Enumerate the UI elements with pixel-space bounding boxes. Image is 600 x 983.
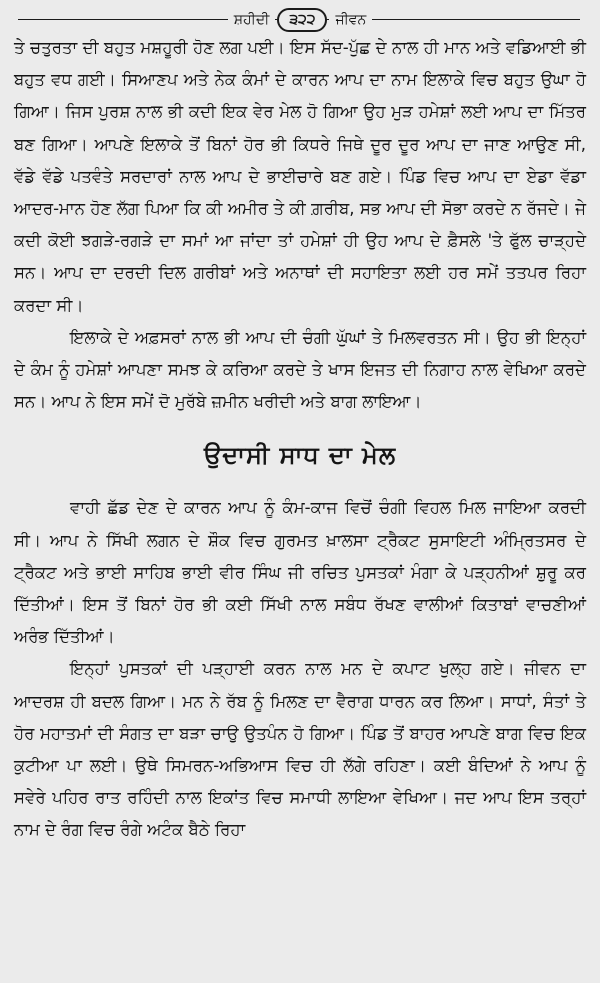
section-heading: ਉਦਾਸੀ ਸਾਧ ਦਾ ਮੇਲ (203, 441, 397, 470)
header-group (0, 6, 600, 34)
paragraph: ਇਲਾਕੇ ਦੇ ਅਫ਼ਸਰਾਂ ਨਾਲ ਭੀ ਆਪ ਦੀ ਚੰਗੀ ਘੁੱਘਾਂ ਤੇ ਮਿਲਵਰਤਨ ਸੀ। ਉਹ ਭੀ ਇਨ੍ਹਾਂ ਦੇ ਕੰਮ ਨੂੰ ਹਮੇਸ਼ਾਂ ਆਪਣਾ ਸਮਝ ਕੇ ਕਰਿਆ ਕਰਦੇ ਤੇ ਖਾਸ ਇਜਤ ਦੀ ਨਿਗਾਹ ਨਾਲ ਵੇਖਿਆ ਕਰਦੇ ਸਨ। ਆਪ ਨੇ ਇਸ ਸਮੇਂ ਦੋ ਮੁਰੱਬੇ ਜ਼ਮੀਨ ਖਰੀਦੀ ਅਤੇ ਬਾਗ ਲਾਇਆ। (14, 327, 586, 412)
paragraph-continued: ਤੇ ਚਤੁਰਤਾ ਦੀ ਬਹੁਤ ਮਸ਼ਹੂਰੀ ਹੋਣ ਲਗ ਪਈ। ਇਸ ਸੱਦ-ਪੁੱਛ ਦੇ ਨਾਲ ਹੀ ਮਾਨ ਅਤੇ ਵਡਿਆਈ ਭੀ ਬਹੁਤ ਵਧ ਗਈ। ਸਿਆਣਪ ਅਤੇ ਨੇਕ ਕੰਮਾਂ ਦੇ ਕਾਰਨ ਆਪ ਦਾ ਨਾਮ ਇਲਾਕੇ ਵਿਚ ਬਹੁਤ ਉਘਾ ਹੋ ਗਿਆ। ਜਿਸ ਪੁਰਸ਼ ਨਾਲ ਭੀ ਕਦੀ ਇਕ ਵੇਰ ਮੇਲ ਹੋ ਗਿਆ ਉਹ ਮੁੜ ਹਮੇਸ਼ਾਂ ਲਈ ਆਪ ਦਾ ਮਿੱਤਰ ਬਣ ਗਿਆ। ਆਪਣੇ ਇਲਾਕੇ ਤੋਂ ਬਿਨਾਂ ਹੋਰ ਭੀ ਕਿਧਰੇ ਜਿਥੇ ਦੂਰ ਦੂਰ ਆਪ ਦਾ ਜਾਣ ਆਉਣ ਸੀ, ਵੱਡੇ ਵੱਡੇ ਪਤਵੰਤੇ ਸਰਦਾਰਾਂ ਨਾਲ ਆਪ ਦੇ ਭਾਈਚਾਰੇ ਬਣ ਗਏ। ਪਿੰਡ ਵਿਚ ਆਪ ਦਾ ਏਡਾ ਵੱਡਾ ਆਦਰ-ਮਾਨ ਹੋਣ ਲੱਗ ਪਿਆ ਕਿ ਕੀ ਅਮੀਰ ਤੇ ਕੀ ਗ਼ਰੀਬ, ਸਭ ਆਪ ਦੀ ਸੋਭਾ ਕਰਦੇ ਨ ਰੱਜਦੇ। ਜੇ ਕਦੀ ਕੋਈ ਝਗੜੇ-ਰਗੜੇ ਦਾ ਸਮਾਂ ਆ ਜਾਂਦਾ ਤਾਂ ਹਮੇਸ਼ਾਂ ਹੀ ਉਹ ਆਪ ਦੇ ਫ਼ੈਸਲੇ 'ਤੇ ਫੁੱਲ ਚਾੜ੍ਹਦੇ ਸਨ। ਆਪ ਦਾ ਦਰਦੀ ਦਿਲ ਗਰੀਬਾਂ ਅਤੇ ਅਨਾਥਾਂ ਦੀ ਸਹਾਇਤਾ ਲਈ ਹਰ ਸਮੇਂ ਤਤਪਰ ਰਿਹਾ ਕਰਦਾ ਸੀ। (14, 38, 586, 315)
header-right-title: ਜੀਵਨ (329, 10, 372, 30)
header-left-title: ਸ਼ਹੀਦੀ (228, 10, 276, 30)
running-header (0, 6, 600, 34)
paragraph: ਵਾਹੀ ਛੱਡ ਦੇਣ ਦੇ ਕਾਰਨ ਆਪ ਨੂੰ ਕੰਮ-ਕਾਜ ਵਿਚੋਂ ਚੰਗੀ ਵਿਹਲ ਮਿਲ ਜਾਇਆ ਕਰਦੀ ਸੀ। ਆਪ ਨੇ ਸਿੱਖੀ ਲਗਨ ਦੇ ਸ਼ੌਕ ਵਿਚ ਗੁਰਮਤ ਖ਼ਾਲਸਾ ਟ੍ਰੈਕਟ ਸੁਸਾਇਟੀ ਅੰਮ੍ਰਿਤਸਰ ਦੇ ਟ੍ਰੈਕਟ ਅਤੇ ਭਾਈ ਸਾਹਿਬ ਭਾਈ ਵੀਰ ਸਿੰਘ ਜੀ ਰਚਿਤ ਪੁਸਤਕਾਂ ਮੰਗਾ ਕੇ ਪੜ੍ਹਨੀਆਂ ਸ਼ੁਰੂ ਕਰ ਦਿੱਤੀਆਂ। ਇਸ ਤੋਂ ਬਿਨਾਂ ਹੋਰ ਭੀ ਕਈ ਸਿੱਖੀ ਨਾਲ ਸਬੰਧ ਰੱਖਣ ਵਾਲੀਆਂ ਕਿਤਾਬਾਂ ਵਾਚਣੀਆਂ ਅਰੰਭ ਦਿੱਤੀਆਂ। (14, 498, 586, 647)
body-text (14, 32, 586, 847)
paragraph: ਇਨ੍ਹਾਂ ਪੁਸਤਕਾਂ ਦੀ ਪੜ੍ਹਾਈ ਕਰਨ ਨਾਲ ਮਨ ਦੇ ਕਪਾਟ ਖੁਲ੍ਹ ਗਏ। ਜੀਵਨ ਦਾ ਆਦਰਸ਼ ਹੀ ਬਦਲ ਗਿਆ। ਮਨ ਨੇ ਰੱਬ ਨੂੰ ਮਿਲਣ ਦਾ ਵੈਰਾਗ ਧਾਰਨ ਕਰ ਲਿਆ। ਸਾਧਾਂ, ਸੰਤਾਂ ਤੇ ਹੋਰ ਮਹਾਤਮਾਂ ਦੀ ਸੰਗਤ ਦਾ ਬੜਾ ਚਾਉ ਉਤਪੰਨ ਹੋ ਗਿਆ। ਪਿੰਡ ਤੋਂ ਬਾਹਰ ਆਪਣੇ ਬਾਗ ਵਿਚ ਇਕ ਕੁਟੀਆ ਪਾ ਲਈ। ਉਥੇ ਸਿਮਰਨ-ਅਭਿਆਸ ਵਿਚ ਹੀ ਲੱਗੇ ਰਹਿਣਾ। ਕਈ ਬੰਦਿਆਂ ਨੇ ਆਪ ਨੂੰ ਸਵੇਰੇ ਪਹਿਰ ਰਾਤ ਰਹਿੰਦੀ ਨਾਲ ਇਕਾਂਤ ਵਿਚ ਸਮਾਧੀ ਲਾਇਆ ਵੇਖਿਆ। ਜਦ ਆਪ ਇਸ ਤਰ੍ਹਾਂ ਨਾਮ ਦੇ ਰੰਗ ਵਿਚ ਰੰਗੇ ਅਟੰਕ ਬੈਠੇ ਰਿਹਾ (14, 659, 586, 840)
page-number: ੩੨੨ (277, 8, 327, 32)
